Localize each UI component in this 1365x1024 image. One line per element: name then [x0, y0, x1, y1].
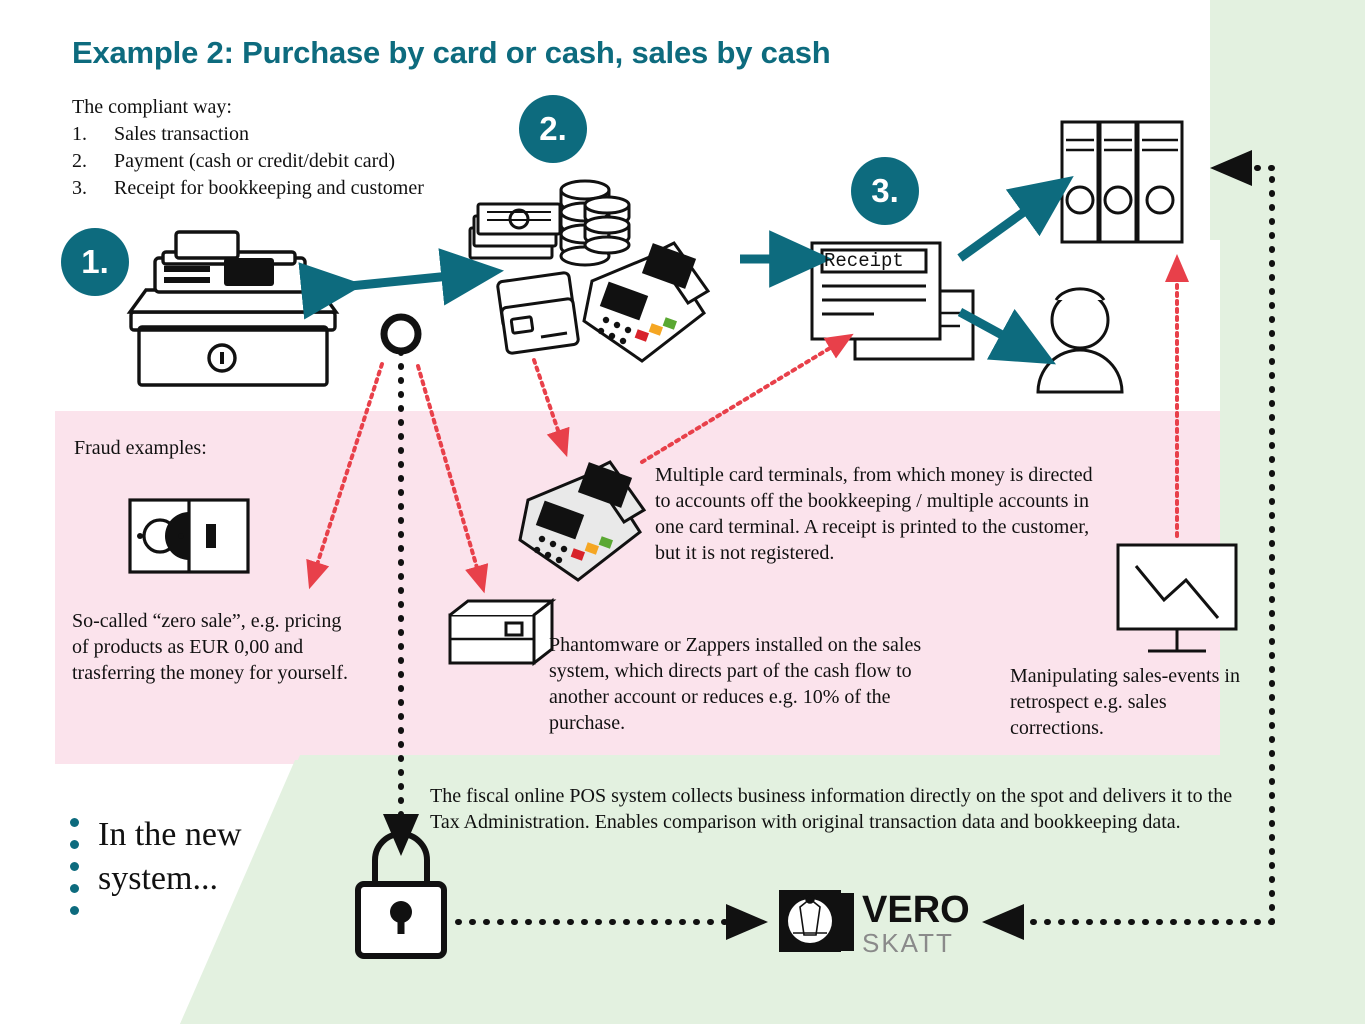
- fraud-terminals-text: Multiple card terminals, from which money is directed to accounts off the bookkeeping / multiple accounts in one card terminal. A receipt is printed to the customer, but it is not registered.: [655, 464, 1093, 564]
- coins-icon: [561, 181, 629, 265]
- banknote-icon: [130, 500, 248, 572]
- fraud-heading: Fraud examples:: [74, 437, 207, 459]
- step-1-badge: 1.: [61, 228, 129, 296]
- arrow-register-to-money: [330, 274, 470, 288]
- list-item: [72, 148, 424, 175]
- fraud-phantomware-text: Phantomware or Zappers installed on the sales system, which directs part of the cash flow to another account or reduces e.g. 10% of the purchase.: [549, 634, 922, 734]
- list-item: [72, 121, 424, 148]
- compliant-list: [72, 121, 424, 202]
- compliant-heading: The compliant way:: [72, 96, 232, 118]
- receipt-label: Receipt: [824, 250, 904, 272]
- binders-icon: [1062, 122, 1182, 242]
- register-flow-node: [384, 317, 418, 351]
- vero-skatt-logo-icon: [779, 890, 854, 952]
- arrow-receipt-to-binders: [960, 196, 1046, 258]
- list-item-number: 2.: [72, 150, 87, 172]
- cash-register-icon: [130, 232, 336, 385]
- dot-decoration: [70, 818, 79, 928]
- list-item: [72, 175, 424, 202]
- banknotes-icon: [470, 204, 560, 258]
- list-item-label: Payment (cash or credit/debit card): [114, 150, 395, 172]
- fiscal-system-description: The fiscal online POS system collects business information directly on the spot and delivers it to the Tax Administration. Enables comparison with original transaction data and bookkeeping data.: [430, 785, 1233, 833]
- new-system-label: In the new system...: [98, 816, 242, 897]
- list-item-number: 1.: [72, 123, 87, 145]
- red-arrow-phantomware: [418, 366, 480, 578]
- fraud-manipulating-text: Manipulating sales-events in retrospect e.g. sales corrections.: [1010, 665, 1240, 739]
- logo-vero-text: VERO: [862, 889, 970, 931]
- customer-icon: [1038, 289, 1122, 392]
- page-title: Example 2: Purchase by card or cash, sales by cash: [72, 35, 831, 70]
- second-card-terminal-icon: [520, 462, 644, 580]
- phantomware-device-icon: [450, 601, 552, 663]
- red-arrow-terminal-to-receipt: [642, 342, 840, 462]
- list-item-label: Sales transaction: [114, 123, 249, 145]
- fraud-zero-sale-text: So-called “zero sale”, e.g. pricing of products as EUR 0,00 and trasferring the money for yourself.: [72, 610, 349, 684]
- list-item-number: 3.: [72, 177, 87, 199]
- chart-board-icon: [1118, 545, 1236, 651]
- credit-cards-icon: [497, 272, 579, 354]
- list-item-label: Receipt for bookkeeping and customer: [114, 177, 424, 199]
- red-arrow-zero-sale: [314, 364, 382, 574]
- logo-skatt-text: SKATT: [862, 928, 954, 958]
- padlock-icon: [358, 834, 444, 956]
- red-arrow-to-terminal: [534, 360, 562, 442]
- step-2-badge: 2.: [519, 95, 587, 163]
- step-3-badge: 3.: [851, 157, 919, 225]
